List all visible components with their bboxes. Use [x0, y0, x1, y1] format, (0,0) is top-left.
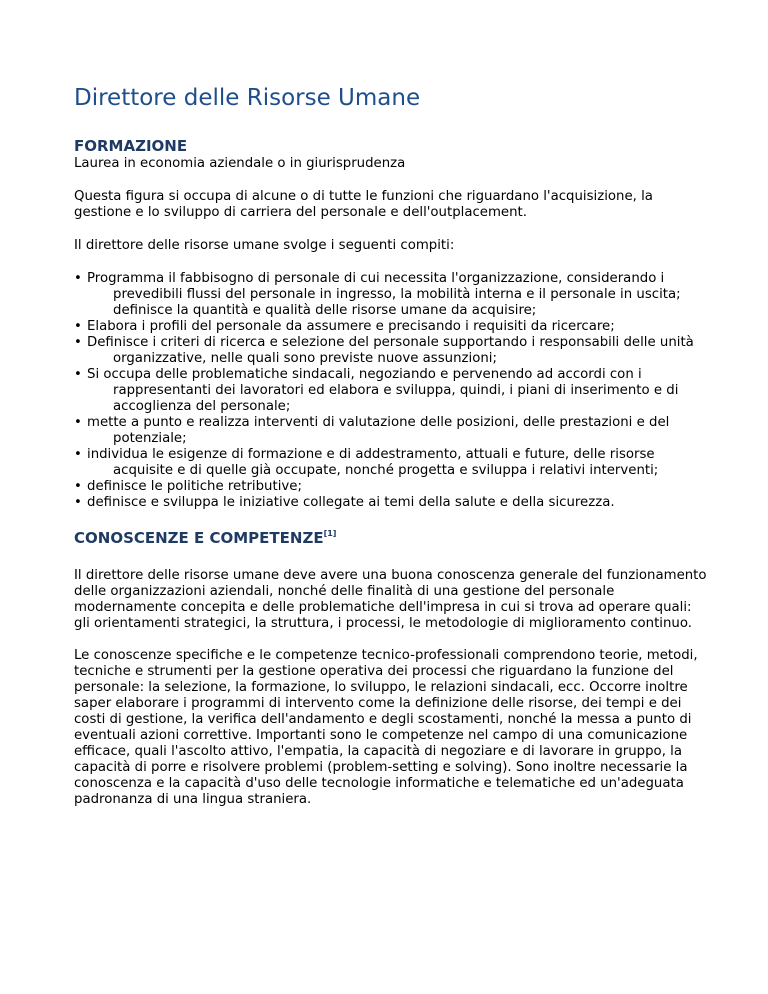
footnote-link[interactable]: [1] [323, 529, 337, 538]
page-title: Direttore delle Risorse Umane [74, 85, 421, 111]
bullet-icon: • [74, 335, 82, 350]
section-heading-formazione: FORMAZIONE [74, 137, 188, 155]
list-item [74, 415, 708, 447]
list-item-text: mette a punto e realizza interventi di valutazione delle posizioni, delle prestazioni e del potenziale; [87, 415, 670, 446]
bullet-icon: • [74, 271, 82, 286]
figura-description: Questa figura si occupa di alcune o di tutte le funzioni che riguardano l'acquisizione, la gestione e lo sviluppo di carriera del personale e dell'outplacement. [74, 189, 653, 220]
laurea-text: Laurea in economia aziendale o in giurisprudenza [74, 156, 406, 171]
compiti-list [74, 271, 708, 511]
conoscenze-generale-paragraph: Il direttore delle risorse umane deve avere una buona conoscenza generale del funzionamento delle organizzazioni aziendali, nonché delle finalità di una gestione del personale modernamente concepita e delle problematiche dell'impresa in cui si trova ad operare quali: gli orientamenti strategici, la struttura, i processi, le metodologie di miglioramento continuo. [74, 568, 707, 631]
section-heading-conoscenze-text: CONOSCENZE E COMPETENZE [74, 529, 324, 547]
list-item [74, 319, 708, 335]
list-item-text: definisce le politiche retributive; [87, 479, 302, 494]
list-item [74, 367, 708, 415]
list-item [74, 335, 708, 367]
bullet-icon: • [74, 367, 82, 382]
compiti-intro: Il direttore delle risorse umane svolge i seguenti compiti: [74, 238, 455, 253]
list-item [74, 479, 708, 495]
list-item-text: Definisce i criteri di ricerca e selezione del personale supportando i responsabili delle unità organizzative, nelle quali sono previste nuove assunzioni; [87, 335, 694, 366]
bullet-icon: • [74, 495, 82, 510]
list-item [74, 271, 708, 319]
list-item-text: Programma il fabbisogno di personale di cui necessita l'organizzazione, considerando i prevedibili flussi del personale in ingresso, la mobilità interna e il personale in uscita; definisce la quantità e qualità delle risorse umane da acquisire; [87, 271, 681, 318]
list-item-text: individua le esigenze di formazione e di addestramento, attuali e future, delle risorse acquisite e di quelle già occupate, nonché progetta e sviluppa i relativi interventi; [87, 447, 659, 478]
conoscenze-specifiche-paragraph: Le conoscenze specifiche e le competenze tecnico-professionali comprendono teorie, metodi, tecniche e strumenti per la gestione operativa dei processi che riguardano la funzione del personale: la selezione, la formazione, lo sviluppo, le relazioni sindacali, ecc. Occorre inoltre saper elaborare i programmi di intervento come la definizione delle risorse, dei tempi e dei costi di gestione, la verifica dell'andamento e degli scostamenti, nonché la messa a punto di eventuali azioni correttive. Importanti sono le competenze nel campo di una comunicazione efficace, quali l'ascolto attivo, l'empatia, la capacità di negoziare e di lavorare in gruppo, la capacità di porre e risolvere problemi (problem-setting e solving). Sono inoltre necessarie la conoscenza e la capacità d'uso delle tecnologie informatiche e telematiche ed un'adeguata padronanza di una lingua straniera. [74, 648, 698, 807]
list-item-text: definisce e sviluppa le iniziative collegate ai temi della salute e della sicurezza. [87, 495, 615, 510]
bullet-icon: • [74, 479, 82, 494]
bullet-icon: • [74, 447, 82, 462]
list-item [74, 447, 708, 479]
bullet-icon: • [74, 415, 82, 430]
list-item-text: Si occupa delle problematiche sindacali, negoziando e pervenendo ad accordi con i rappresentanti dei lavoratori ed elabora e sviluppa, quindi, i piani di inserimento e di accoglienza del personale; [87, 367, 679, 414]
section-heading-conoscenze [74, 529, 708, 548]
list-item [74, 495, 708, 511]
bullet-icon: • [74, 319, 82, 334]
list-item-text: Elabora i profili del personale da assumere e precisando i requisiti da ricercare; [87, 319, 615, 334]
